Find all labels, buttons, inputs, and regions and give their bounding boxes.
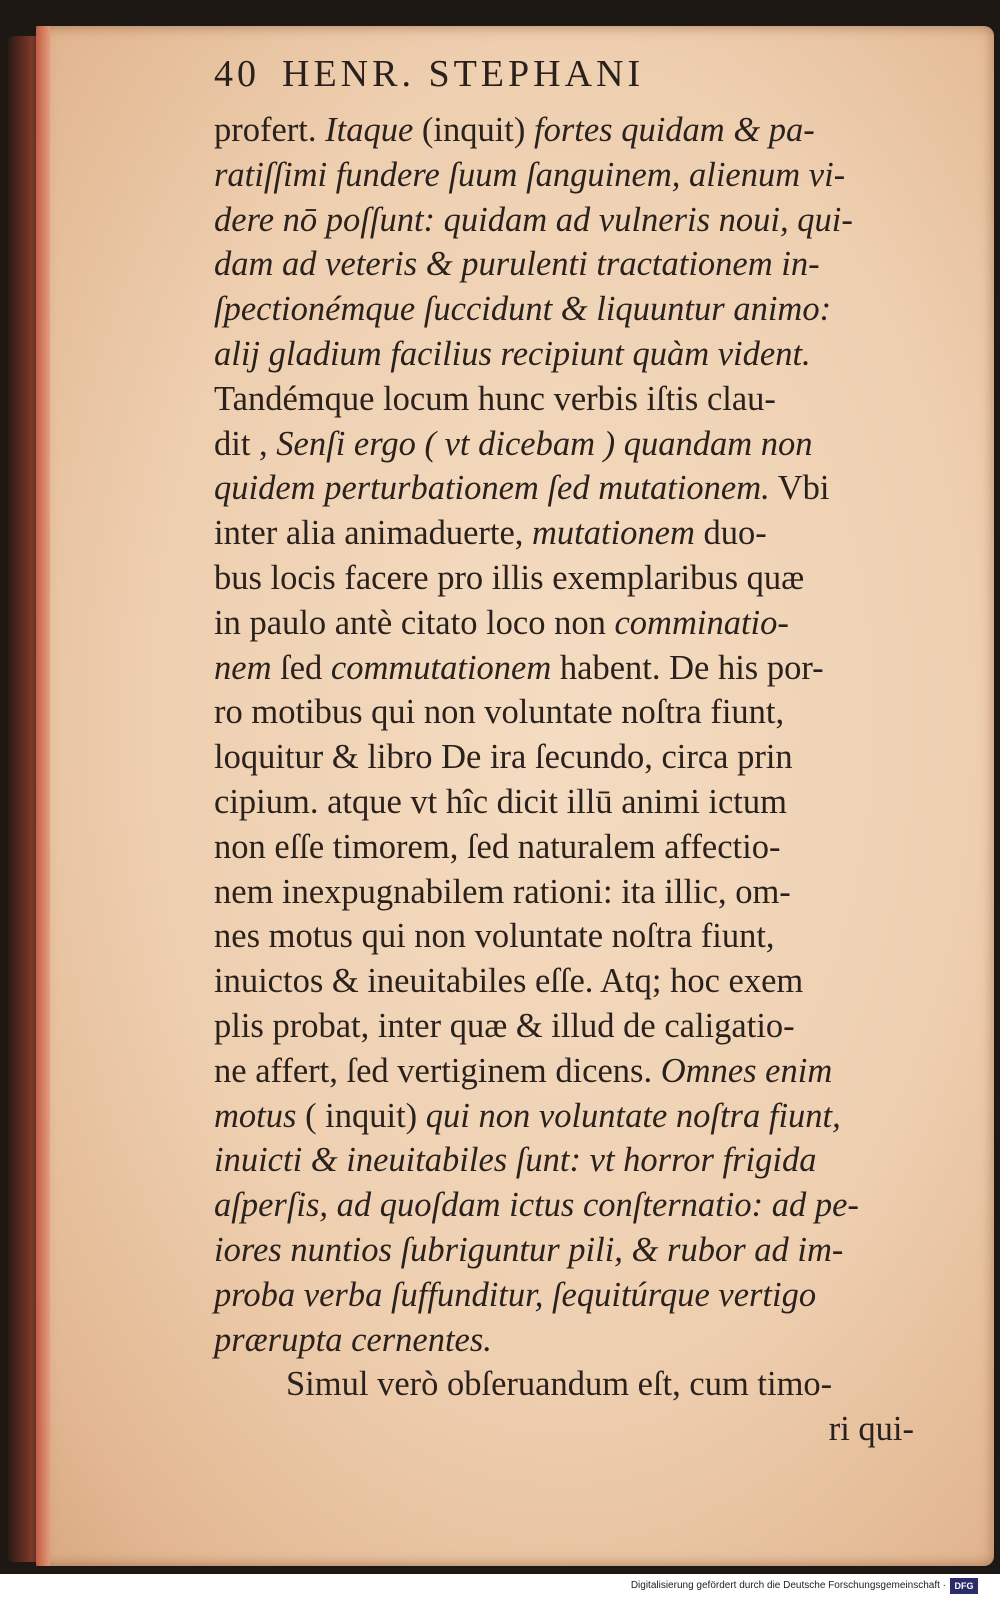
roman-text: plis probat, inter quæ & illud de caligatio- xyxy=(214,1006,795,1045)
roman-text: inuictos & ineuitabiles eſſe. Atq; hoc exem xyxy=(214,962,804,1001)
text-line xyxy=(214,646,914,691)
running-header xyxy=(214,52,914,102)
footer-credit: Digitalisierung gefördert durch die Deutsche Forschungsgemeinschaft · xyxy=(630,1580,946,1591)
text-line xyxy=(214,377,914,422)
roman-text: in paulo antè citato loco non xyxy=(214,603,615,642)
roman-text: habent. De his por- xyxy=(551,648,824,687)
footer-bar xyxy=(0,1574,1000,1599)
text-line xyxy=(214,1138,914,1183)
text-line xyxy=(214,1049,914,1094)
italic-text: iores nuntios ſubriguntur pili, & rubor ad im- xyxy=(214,1230,844,1269)
text-line xyxy=(214,1273,914,1318)
text-line xyxy=(214,511,914,556)
italic-text: quidem perturbationem ſed mutationem. xyxy=(214,469,770,508)
text-line xyxy=(214,422,914,467)
italic-text: dam ad veteris & purulenti tractationem in- xyxy=(214,245,820,284)
italic-text: commutationem xyxy=(330,648,552,687)
text-line xyxy=(214,556,914,601)
text-line xyxy=(214,242,914,287)
text-line xyxy=(214,1183,914,1228)
page-number: 40 xyxy=(214,53,260,95)
roman-text: ſed xyxy=(271,648,331,687)
roman-text: nes motus qui non voluntate noſtra fiunt, xyxy=(214,917,775,956)
italic-text: Itaque xyxy=(325,111,414,149)
text-line xyxy=(214,780,914,825)
roman-text: ne affert, ſed vertiginem dicens. xyxy=(214,1051,661,1090)
roman-text: ro motibus qui non voluntate noſtra fiunt, xyxy=(214,693,785,732)
italic-text: prærupta cernentes. xyxy=(214,1320,492,1359)
text-line xyxy=(214,287,914,332)
roman-text: (inquit) xyxy=(413,111,534,149)
roman-text: cipium. atque vt hîc dicit illū animi ictum xyxy=(214,782,787,821)
roman-text: profert. xyxy=(214,111,326,149)
italic-text: ratiſſimi fundere ſuum ſanguinem, alienum vi- xyxy=(214,155,846,194)
italic-text: aſperſis, ad quoſdam ictus conſternatio: ad pe- xyxy=(214,1186,859,1225)
text-line xyxy=(214,825,914,870)
italic-text: inuicti & ineuitabiles ſunt: vt horror frigida xyxy=(214,1141,817,1180)
italic-text: Senſi ergo ( vt dicebam ) quandam non xyxy=(276,424,813,463)
roman-text: ri qui- xyxy=(828,1410,914,1449)
italic-text: mutationem xyxy=(532,514,695,553)
text-line xyxy=(214,690,914,735)
italic-text: proba verba ſuffunditur, ſequitúrque vertigo xyxy=(214,1275,817,1314)
text-line xyxy=(214,332,914,377)
italic-text: alij gladium facilius recipiunt quàm vident. xyxy=(214,334,811,373)
text-line xyxy=(214,735,914,780)
roman-text: loquitur & libro De ira ſecundo, circa prin xyxy=(214,738,793,777)
roman-text: duo- xyxy=(694,514,767,553)
roman-text: Simul verò obſeruandum eſt, cum timo- xyxy=(286,1365,833,1404)
text-line xyxy=(214,466,914,511)
text-line xyxy=(214,870,914,915)
text-line xyxy=(214,1407,914,1452)
text-line xyxy=(214,108,914,153)
text-line xyxy=(214,153,914,198)
roman-text: non eſſe timorem, ſed naturalem affectio- xyxy=(214,827,781,866)
roman-text: dit , xyxy=(214,424,277,463)
roman-text: inter alia animaduerte, xyxy=(214,514,533,553)
text-line xyxy=(214,959,914,1004)
italic-text: fortes quidam & pa- xyxy=(534,111,815,149)
page-red-edge xyxy=(36,26,50,1566)
italic-text: nem xyxy=(214,648,272,687)
roman-text: ( inquit) xyxy=(296,1096,426,1135)
roman-text: Vbi xyxy=(769,469,830,508)
italic-text: motus xyxy=(214,1096,297,1135)
running-title: HENR. STEPHANI xyxy=(282,53,645,95)
text-line xyxy=(214,1004,914,1049)
text-line xyxy=(214,1362,914,1407)
text-line xyxy=(214,1228,914,1273)
body-text xyxy=(214,108,914,1452)
italic-text: qui non voluntate noſtra fiunt, xyxy=(425,1096,841,1135)
text-line xyxy=(214,914,914,959)
italic-text: Omnes enim xyxy=(660,1051,833,1090)
roman-text: nem inexpugnabilem rationi: ita illic, om- xyxy=(214,872,791,911)
text-line xyxy=(214,601,914,646)
text-line xyxy=(214,198,914,243)
dfg-logo: DFG xyxy=(950,1578,978,1594)
text-line xyxy=(214,1094,914,1139)
roman-text: Tandémque locum hunc verbis iſtis clau- xyxy=(214,379,776,418)
italic-text: dere nō poſſunt: quidam ad vulneris noui, qui- xyxy=(214,200,853,239)
roman-text: bus locis facere pro illis exemplaribus quæ xyxy=(214,558,805,597)
text-line xyxy=(214,1318,914,1363)
italic-text: comminatio- xyxy=(614,603,789,642)
italic-text: ſpectionémque ſuccidunt & liquuntur animo: xyxy=(214,290,832,329)
